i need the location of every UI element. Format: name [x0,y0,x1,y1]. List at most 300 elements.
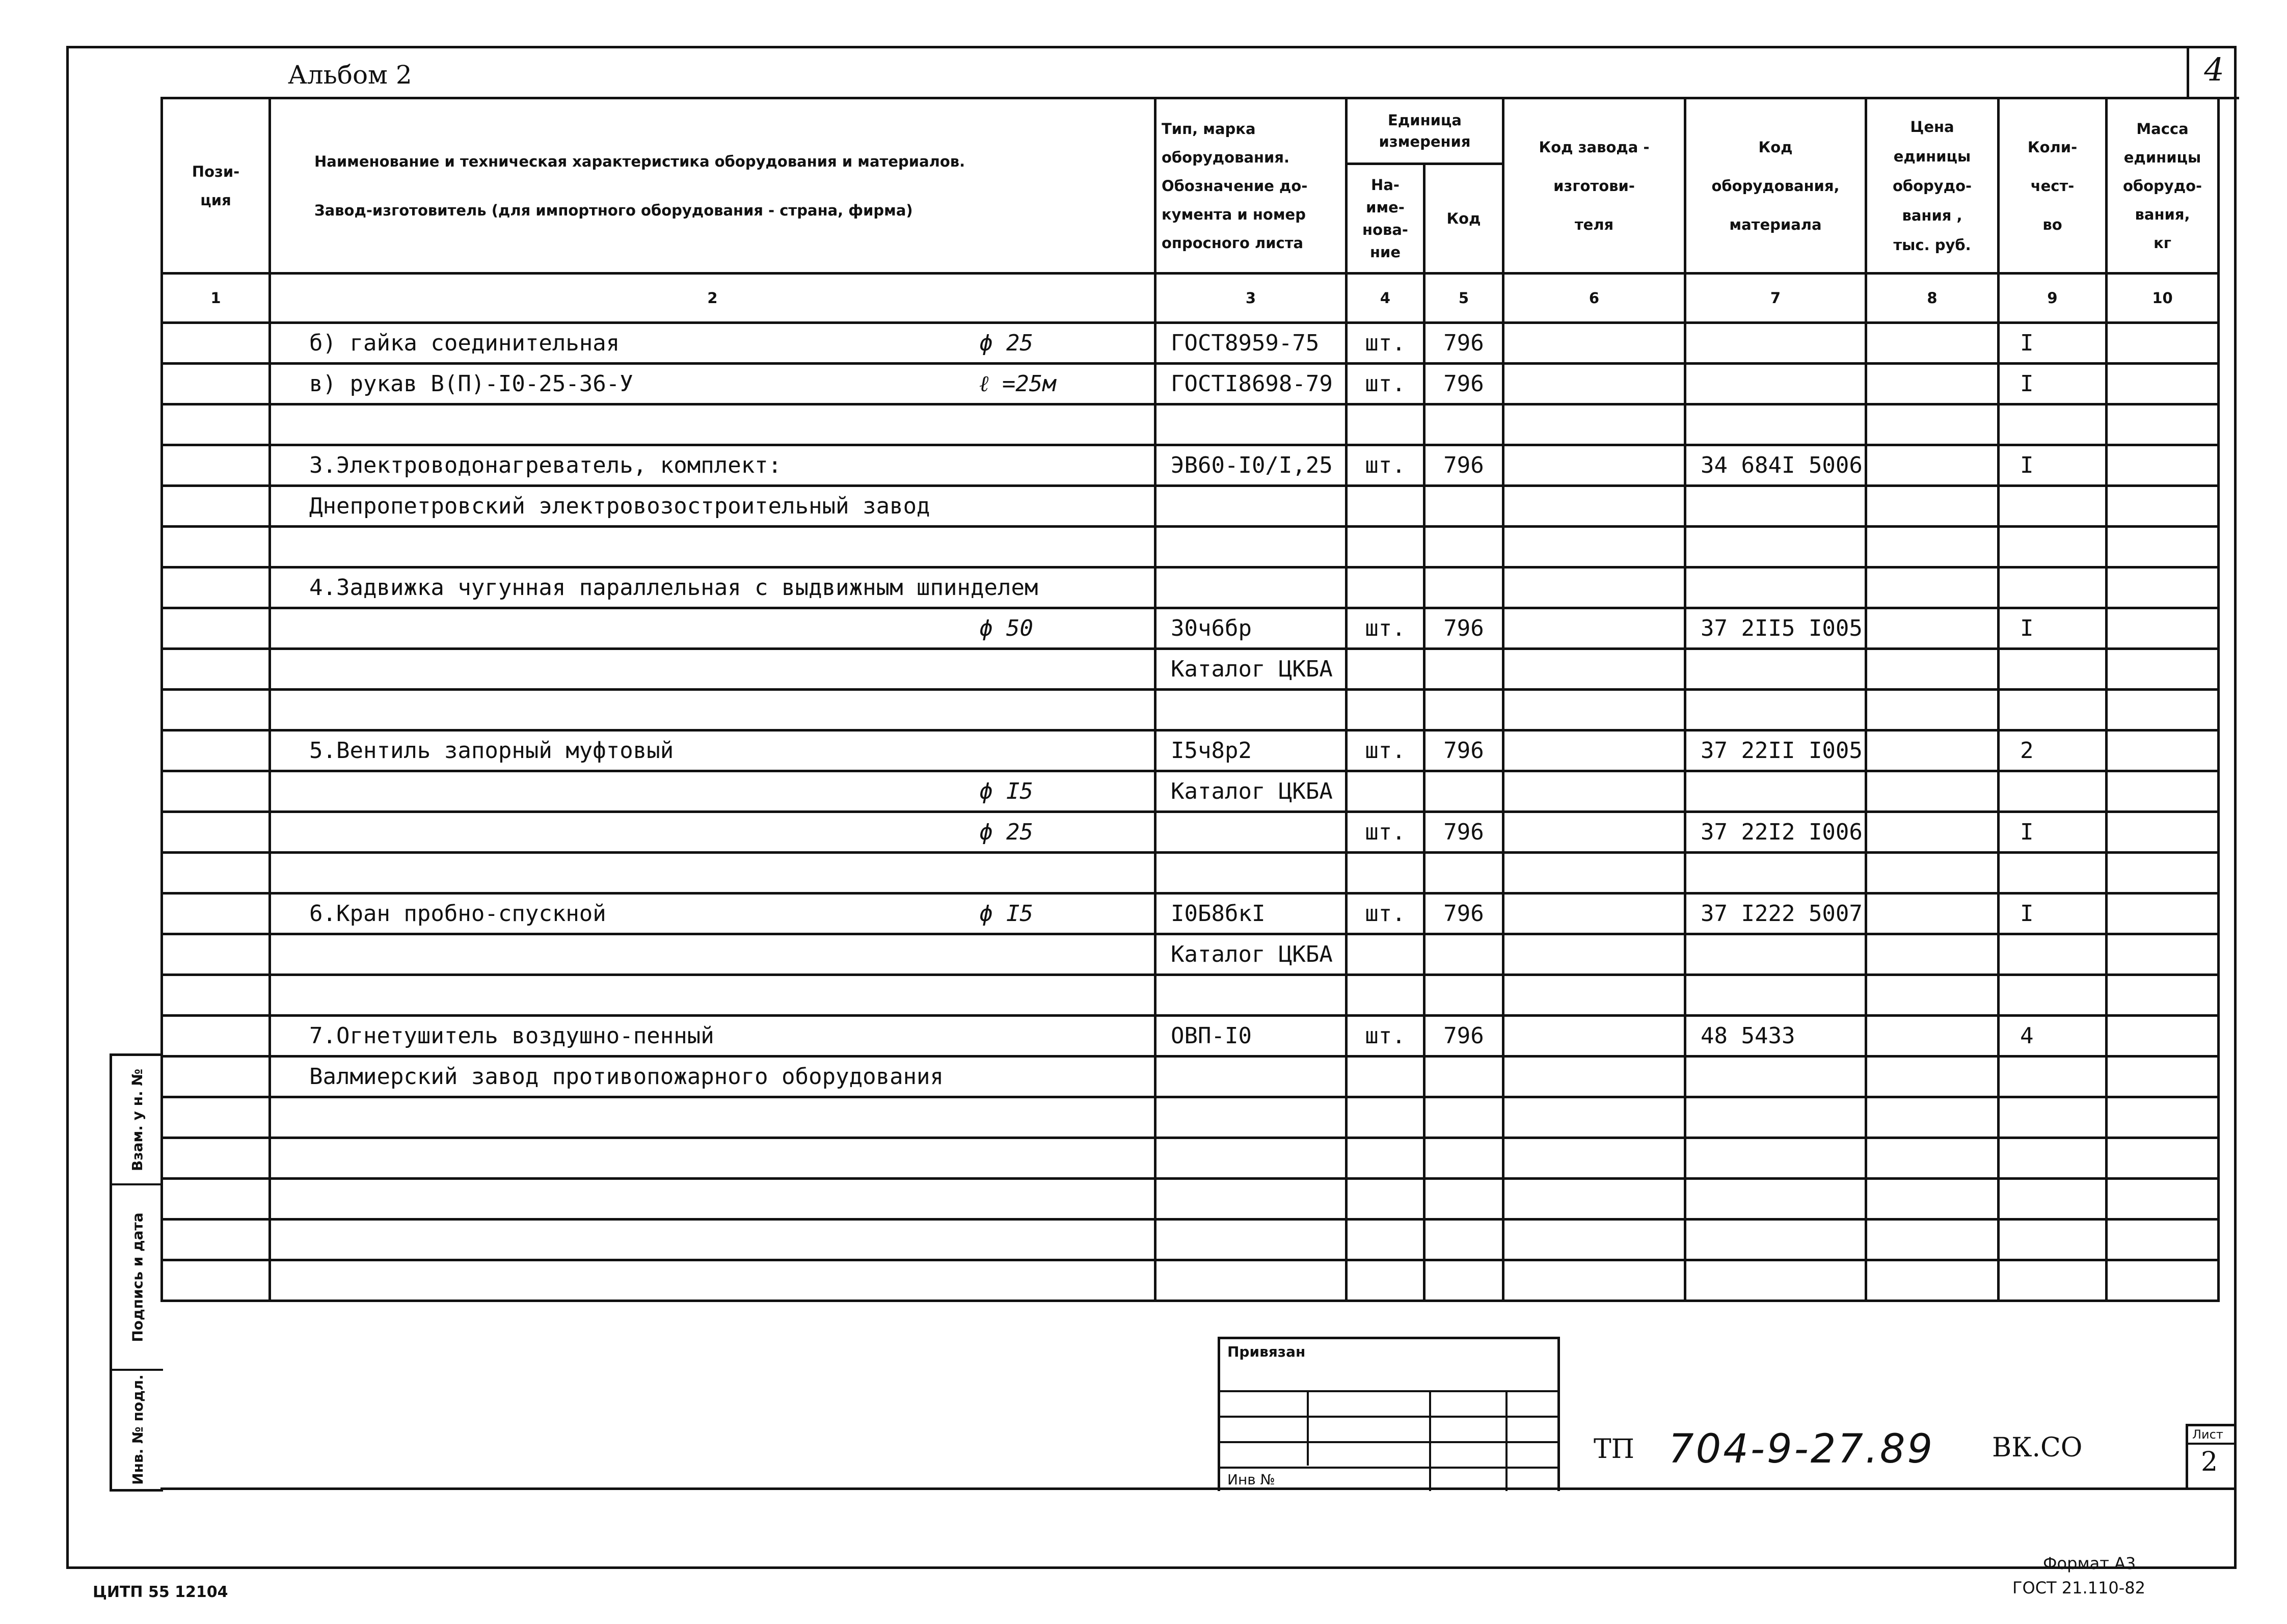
name-text: Днепропетровский электровозостроительный завод [309,493,930,519]
unit-name-cell [1347,1097,1424,1138]
unit-code-text: 796 [1443,452,1484,478]
quantity-text: I [2020,371,2034,397]
unit-code-cell [1424,486,1503,527]
equipment-code-text: 37 22II I005 [1701,738,1863,764]
price-cell [1866,1179,1999,1220]
price-cell [1866,323,1999,364]
unit-name-cell [1347,527,1424,567]
col-header-position: Пози- ция [162,98,270,274]
unit-name-text: шт. [1365,615,1406,641]
equipment-code-cell [1685,1260,1866,1301]
price-cell [1866,1097,1999,1138]
stamp-cell-inventory [112,1371,163,1488]
dimension-text: ϕ 50 [979,615,1033,641]
position-cell [162,445,270,486]
unit-code-text: 796 [1443,819,1484,845]
type-cell [1155,853,1347,894]
unit-code-cell [1424,649,1503,690]
mass-cell [2107,1179,2219,1220]
unit-code-cell [1424,1220,1503,1260]
name-text: Валмиерский завод противопожарного оборудования [309,1064,944,1090]
price-cell [1866,445,1999,486]
type-cell [1155,486,1347,527]
plant-code-cell [1503,364,1685,404]
table-row [162,608,2219,649]
table-row [162,323,2219,364]
table-row [162,1097,2219,1138]
unit-name-cell [1347,894,1424,934]
position-cell [162,690,270,730]
equipment-code-cell [1685,404,1866,445]
col-header-price: Цена единицы оборудо- вания , тыс. руб. [1866,98,1999,274]
equipment-code-text: 37 2II5 I005 [1701,615,1863,641]
unit-code-cell [1424,445,1503,486]
type-text: Каталог ЦКБА [1171,941,1333,967]
position-cell [162,934,270,975]
equipment-code-cell [1685,1016,1866,1057]
price-cell [1866,690,1999,730]
table-row [162,730,2219,771]
table-row [162,690,2219,730]
stamp-cell-replace [112,1056,163,1185]
sheet-number: 4 [2204,51,2224,88]
type-cell [1155,975,1347,1016]
table-row [162,1016,2219,1057]
unit-name-cell [1347,1057,1424,1097]
type-text: I5ч8р2 [1171,738,1252,764]
unit-name-cell [1347,323,1424,364]
equipment-code-text: 34 684I 5006 [1701,452,1863,478]
inventory-label: Инв № [1227,1471,1275,1488]
mass-cell [2107,567,2219,608]
type-cell [1155,690,1347,730]
unit-code-cell [1424,894,1503,934]
mass-cell [2107,1057,2219,1097]
price-cell [1866,812,1999,853]
privyazan-label: Привязан [1227,1343,1306,1360]
plant-code-cell [1503,1179,1685,1220]
unit-code-cell [1424,1260,1503,1301]
plant-code-cell [1503,975,1685,1016]
price-cell [1866,527,1999,567]
mass-cell [2107,934,2219,975]
table-row [162,853,2219,894]
unit-code-cell [1424,1138,1503,1179]
type-cell [1155,934,1347,975]
position-cell [162,1220,270,1260]
plant-code-cell [1503,853,1685,894]
footer-archive-code: ЦИТП 55 12104 [93,1583,228,1601]
type-cell [1155,812,1347,853]
unit-code-text: 796 [1443,738,1484,764]
col-header-unit-code: Код [1424,164,1503,274]
name-cell [270,1138,1155,1179]
col-header-mass: Масса единицы оборудо- вания, кг [2107,98,2219,274]
position-cell [162,1097,270,1138]
plant-code-cell [1503,771,1685,812]
quantity-cell [1999,730,2107,771]
col-number: 3 [1155,274,1347,323]
equipment-code-cell [1685,934,1866,975]
table-row [162,404,2219,445]
position-cell [162,1138,270,1179]
document-code: 704-9-27.89 [1669,1426,1935,1472]
equipment-code-cell [1685,730,1866,771]
plant-code-cell [1503,1057,1685,1097]
plant-code-cell [1503,1016,1685,1057]
unit-name-cell [1347,690,1424,730]
table-row [162,649,2219,690]
quantity-text: I [2020,330,2034,356]
price-cell [1866,853,1999,894]
list-number: 2 [2201,1447,2218,1477]
col-number: 4 [1347,274,1424,323]
name-text: 7.Огнетушитель воздушно-пенный [309,1023,714,1049]
table-row [162,1179,2219,1220]
side-stamp [110,1053,163,1492]
mass-cell [2107,812,2219,853]
plant-code-cell [1503,894,1685,934]
name-text: 6.Кран пробно-спускной [309,901,606,927]
type-cell [1155,1057,1347,1097]
bottom-rule [160,1487,2237,1490]
unit-name-cell [1347,486,1424,527]
col-number: 8 [1866,274,1999,323]
equipment-code-cell [1685,445,1866,486]
type-text: ГОСТI8698-79 [1171,371,1333,397]
unit-code-cell [1424,934,1503,975]
name-cell [270,730,1155,771]
stamp-label-replace: Взам. у н. № [129,1068,146,1171]
quantity-cell [1999,1220,2107,1260]
price-cell [1866,567,1999,608]
equipment-code-cell [1685,1179,1866,1220]
quantity-cell [1999,1097,2107,1138]
mass-cell [2107,486,2219,527]
type-cell [1155,608,1347,649]
mass-cell [2107,975,2219,1016]
footer-format: Формат А3 [2043,1554,2136,1573]
quantity-cell [1999,404,2107,445]
unit-code-text: 796 [1443,901,1484,927]
unit-name-cell [1347,1179,1424,1220]
type-cell [1155,771,1347,812]
quantity-cell [1999,1179,2107,1220]
price-cell [1866,1220,1999,1260]
unit-code-text: 796 [1443,1023,1484,1049]
name-text: 3.Электроводонагреватель, комплект: [309,452,782,478]
table-row [162,445,2219,486]
unit-name-cell [1347,649,1424,690]
footer-gost: ГОСТ 21.110-82 [2012,1578,2145,1598]
quantity-cell [1999,690,2107,730]
col-number: 5 [1424,274,1503,323]
col-number: 1 [162,274,270,323]
dimension-text: ℓ =25м [979,371,1056,397]
type-text: ОВП-I0 [1171,1023,1252,1049]
unit-code-cell [1424,771,1503,812]
mass-cell [2107,1138,2219,1179]
name-cell [270,445,1155,486]
unit-name-text: шт. [1365,330,1406,356]
table-row [162,567,2219,608]
unit-name-cell [1347,934,1424,975]
type-cell [1155,1097,1347,1138]
price-cell [1866,404,1999,445]
price-cell [1866,730,1999,771]
col-header-equipment-code: Код оборудования, материала [1685,98,1866,274]
price-cell [1866,649,1999,690]
position-cell [162,364,270,404]
mass-cell [2107,730,2219,771]
position-cell [162,1016,270,1057]
position-cell [162,1260,270,1301]
plant-code-cell [1503,730,1685,771]
plant-code-cell [1503,934,1685,975]
unit-code-cell [1424,975,1503,1016]
name-cell [270,1179,1155,1220]
quantity-cell [1999,934,2107,975]
type-cell [1155,567,1347,608]
unit-code-cell [1424,323,1503,364]
price-cell [1866,771,1999,812]
equipment-code-text: 37 22I2 I006 [1701,819,1863,845]
privyazan-box [1218,1337,1560,1491]
type-cell [1155,894,1347,934]
price-cell [1866,1260,1999,1301]
table-row [162,934,2219,975]
name-cell [270,934,1155,975]
name-cell [270,812,1155,853]
mass-cell [2107,527,2219,567]
dimension-text: ϕ 25 [979,819,1033,845]
unit-code-cell [1424,364,1503,404]
price-cell [1866,608,1999,649]
col-header-name: Наименование и техническая характеристика оборудования и материалов. Завод-изготовитель (для импортного оборудования - страна, фирма) [270,98,1155,274]
mass-cell [2107,1260,2219,1301]
mass-cell [2107,853,2219,894]
mass-cell [2107,690,2219,730]
plant-code-cell [1503,567,1685,608]
type-text: ГОСТ8959-75 [1171,330,1320,356]
unit-name-cell [1347,608,1424,649]
equipment-code-cell [1685,649,1866,690]
quantity-cell [1999,364,2107,404]
plant-code-cell [1503,1220,1685,1260]
type-cell [1155,445,1347,486]
table-row [162,1057,2219,1097]
plant-code-cell [1503,649,1685,690]
quantity-cell [1999,527,2107,567]
col-header-plant-code: Код завода - изготови- теля [1503,98,1685,274]
quantity-cell [1999,1057,2107,1097]
position-cell [162,567,270,608]
equipment-code-cell [1685,812,1866,853]
type-text: ЭВ60-I0/I,25 [1171,452,1333,478]
name-cell [270,323,1155,364]
quantity-cell [1999,1016,2107,1057]
dimension-text: ϕ I5 [979,778,1033,804]
position-cell [162,323,270,364]
unit-name-text: шт. [1365,371,1406,397]
equipment-code-cell [1685,1220,1866,1260]
position-cell [162,649,270,690]
equipment-code-cell [1685,567,1866,608]
name-cell [270,853,1155,894]
quantity-text: I [2020,615,2034,641]
equipment-code-text: 37 I222 5007 [1701,901,1863,927]
stamp-label-inventory: Инв. № подл. [129,1374,146,1485]
name-text: в) рукав В(П)-I0-25-36-У [309,371,633,397]
type-cell [1155,364,1347,404]
document-suffix: ВК.СО [1992,1432,2083,1463]
mass-cell [2107,1097,2219,1138]
quantity-cell [1999,853,2107,894]
equipment-code-cell [1685,527,1866,567]
unit-name-cell [1347,1260,1424,1301]
quantity-cell [1999,812,2107,853]
equipment-code-cell [1685,1097,1866,1138]
type-cell [1155,527,1347,567]
name-cell [270,486,1155,527]
position-cell [162,975,270,1016]
unit-code-cell [1424,1179,1503,1220]
dimension-text: ϕ 25 [979,330,1033,356]
quantity-text: I [2020,901,2034,927]
quantity-cell [1999,975,2107,1016]
mass-cell [2107,649,2219,690]
unit-code-cell [1424,527,1503,567]
mass-cell [2107,1220,2219,1260]
table-row [162,1220,2219,1260]
type-cell [1155,1016,1347,1057]
unit-code-cell [1424,608,1503,649]
quantity-cell [1999,1138,2107,1179]
list-box [2186,1424,2237,1490]
unit-name-text: шт. [1365,452,1406,478]
col-header-unit-group: Единица измерения [1347,98,1503,164]
type-text: I0Б8бкI [1171,901,1266,927]
unit-code-cell [1424,1016,1503,1057]
equipment-code-cell [1685,894,1866,934]
table-row [162,486,2219,527]
unit-code-text: 796 [1443,330,1484,356]
price-cell [1866,486,1999,527]
plant-code-cell [1503,527,1685,567]
name-cell [270,608,1155,649]
plant-code-cell [1503,812,1685,853]
unit-name-cell [1347,567,1424,608]
type-cell [1155,1179,1347,1220]
type-cell [1155,404,1347,445]
quantity-cell [1999,323,2107,364]
quantity-text: I [2020,819,2034,845]
dimension-text: ϕ I5 [979,901,1033,927]
position-cell [162,486,270,527]
unit-name-text: шт. [1365,901,1406,927]
equipment-code-cell [1685,771,1866,812]
unit-name-cell [1347,1138,1424,1179]
name-cell [270,894,1155,934]
plant-code-cell [1503,1097,1685,1138]
mass-cell [2107,771,2219,812]
col-number: 2 [270,274,1155,323]
position-cell [162,771,270,812]
table-row [162,894,2219,934]
unit-name-text: шт. [1365,738,1406,764]
position-cell [162,527,270,567]
stamp-cell-signature [112,1185,163,1371]
price-cell [1866,1057,1999,1097]
quantity-cell [1999,1260,2107,1301]
plant-code-cell [1503,323,1685,364]
equipment-code-cell [1685,364,1866,404]
mass-cell [2107,404,2219,445]
type-text: 30ч6бр [1171,615,1252,641]
quantity-text: 4 [2020,1023,2034,1049]
position-cell [162,1057,270,1097]
type-cell [1155,730,1347,771]
col-number: 10 [2107,274,2219,323]
position-cell [162,404,270,445]
unit-code-cell [1424,853,1503,894]
price-cell [1866,364,1999,404]
mass-cell [2107,364,2219,404]
unit-code-cell [1424,404,1503,445]
quantity-cell [1999,445,2107,486]
position-cell [162,1179,270,1220]
plant-code-cell [1503,486,1685,527]
name-cell [270,567,1155,608]
table-row [162,975,2219,1016]
unit-name-cell [1347,853,1424,894]
equipment-code-cell [1685,608,1866,649]
name-cell [270,1016,1155,1057]
unit-code-cell [1424,690,1503,730]
plant-code-cell [1503,1138,1685,1179]
album-label: Альбом 2 [288,60,412,90]
position-cell [162,730,270,771]
type-text: Каталог ЦКБА [1171,656,1333,682]
type-text: Каталог ЦКБА [1171,778,1333,804]
table-row [162,364,2219,404]
unit-name-cell [1347,1016,1424,1057]
col-number: 7 [1685,274,1866,323]
equipment-code-cell [1685,690,1866,730]
tp-label: ТП [1594,1434,1635,1465]
unit-name-cell [1347,975,1424,1016]
col-header-type: Тип, марка оборудования. Обозначение до- кумента и номер опросного листа [1155,98,1347,274]
unit-name-cell [1347,1220,1424,1260]
position-cell [162,853,270,894]
table-row [162,1260,2219,1301]
price-cell [1866,934,1999,975]
unit-code-cell [1424,1097,1503,1138]
specification-table [160,97,2220,1302]
unit-name-cell [1347,730,1424,771]
table-row [162,812,2219,853]
quantity-cell [1999,894,2107,934]
equipment-code-cell [1685,323,1866,364]
type-cell [1155,1220,1347,1260]
name-cell [270,404,1155,445]
plant-code-cell [1503,690,1685,730]
name-cell [270,975,1155,1016]
col-number: 9 [1999,274,2107,323]
position-cell [162,812,270,853]
plant-code-cell [1503,608,1685,649]
stamp-label-signature: Подпись и дата [129,1212,146,1342]
